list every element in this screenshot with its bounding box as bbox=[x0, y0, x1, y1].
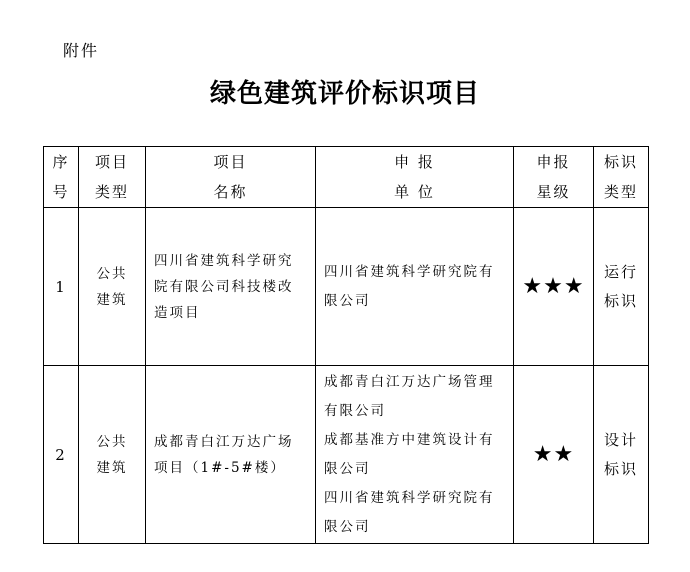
row-serial: 2 bbox=[44, 366, 79, 544]
table-header-row bbox=[44, 147, 649, 208]
header-project-name: 项目 名称 bbox=[146, 147, 316, 208]
header-project-type: 项目 类型 bbox=[79, 147, 146, 208]
row-star-rating: ★★★ bbox=[514, 208, 594, 366]
header-star-level: 申报 星级 bbox=[514, 147, 594, 208]
row-applicant-unit: 成都青白江万达广场管理 有限公司 成都基准方中建筑设计有 限公司 四川省建筑科学研究院有 限公司 bbox=[316, 366, 514, 544]
row-project-type: 公共 建筑 bbox=[79, 366, 146, 544]
attachment-label: 附件 bbox=[63, 41, 100, 60]
row-star-rating: ★★ bbox=[514, 366, 594, 544]
row-serial: 1 bbox=[44, 208, 79, 366]
row-project-name: 成都青白江万达广场 项目（1#-5#楼） bbox=[146, 366, 316, 544]
header-applicant-unit: 申 报 单 位 bbox=[316, 147, 514, 208]
row-applicant-unit: 四川省建筑科学研究院有 限公司 bbox=[316, 208, 514, 366]
row-project-type: 公共 建筑 bbox=[79, 208, 146, 366]
table-row bbox=[44, 208, 649, 366]
row-label-type: 设计 标识 bbox=[594, 366, 649, 544]
document-title: 绿色建筑评价标识项目 bbox=[209, 79, 480, 109]
header-serial: 序 号 bbox=[44, 147, 79, 208]
table-row bbox=[44, 366, 649, 544]
row-project-name: 四川省建筑科学研究 院有限公司科技楼改 造项目 bbox=[146, 208, 316, 366]
row-label-type: 运行 标识 bbox=[594, 208, 649, 366]
header-label-type: 标识 类型 bbox=[594, 147, 649, 208]
project-table bbox=[43, 146, 649, 544]
